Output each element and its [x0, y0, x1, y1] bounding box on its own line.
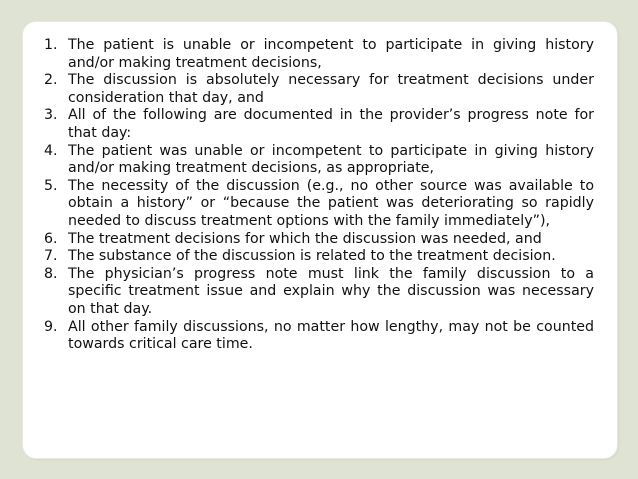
- item-text: The patient is unable or incompetent to participate in giving history and/or making treatment decisions,: [68, 37, 594, 71]
- item-text: The substance of the discussion is related to the treatment decision.: [68, 248, 556, 265]
- item-text: The treatment decisions for which the discussion was needed, and: [68, 230, 542, 247]
- item-number: 5.: [44, 177, 58, 194]
- item-text: All of the following are documented in the provider’s progress note for that day:: [68, 107, 594, 141]
- numbered-list: [44, 37, 594, 354]
- list-item: [44, 231, 594, 249]
- list-item: [44, 107, 594, 142]
- item-number: 9.: [44, 318, 58, 335]
- item-text: The patient was unable or incompetent to participate in giving history and/or making treatment decisions, as appropriate,: [68, 142, 594, 177]
- list-item: [44, 248, 594, 266]
- item-text: The physician’s progress note must link the family discussion to a specific treatment issue and explain why the discussion was necessary on that day.: [68, 265, 594, 317]
- list-item: [44, 319, 594, 354]
- item-number: 8.: [44, 265, 58, 282]
- item-text: All other family discussions, no matter how lengthy, may not be counted towards critical care time.: [68, 318, 594, 353]
- item-number: 6.: [44, 230, 58, 247]
- list-item: [44, 72, 594, 107]
- item-text: The necessity of the discussion (e.g., no other source was available to obtain a history” or “because the patient was deteriorating so rapidly needed to discuss treatment options with the family immediately”),: [68, 177, 594, 229]
- list-item: [44, 178, 594, 231]
- item-number: 2.: [44, 72, 58, 89]
- item-text: The discussion is absolutely necessary for treatment decisions under consideration that day, and: [68, 72, 594, 106]
- list-item: [44, 143, 594, 178]
- list-item: [44, 37, 594, 72]
- item-number: 1.: [44, 37, 58, 53]
- item-number: 7.: [44, 248, 58, 265]
- item-number: 4.: [44, 142, 58, 159]
- list-item: [44, 266, 594, 319]
- item-number: 3.: [44, 107, 58, 124]
